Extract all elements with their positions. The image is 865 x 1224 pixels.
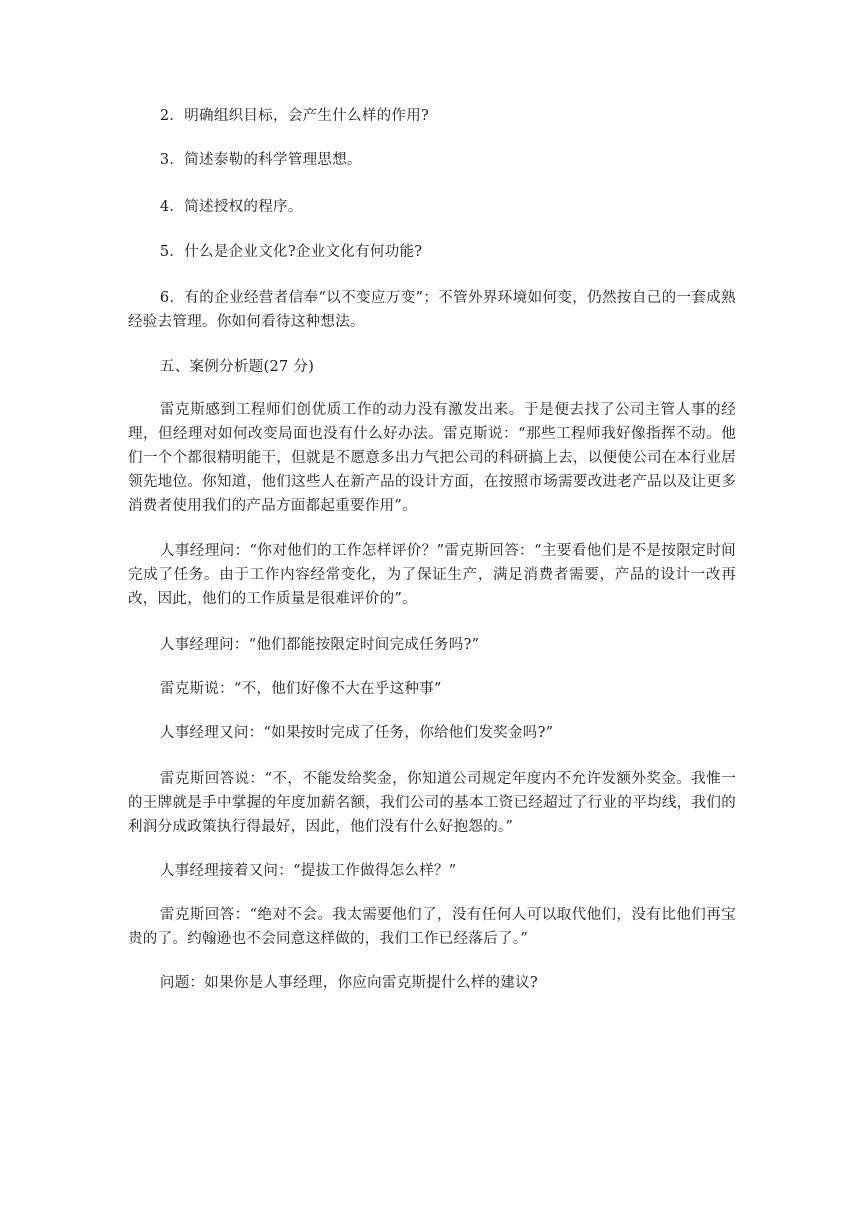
section-heading: 五、案例分析题(27 分) — [159, 359, 315, 375]
case-paragraph-3: 人事经理问：“他们都能按限定时间完成任务吗?” — [159, 637, 480, 653]
question-6: 6．有的企业经营者信奉“以不变应万变”；不管外界环境如何变，仍然按自己的一套成熟经验去管理。你如何看待这种想法。 — [128, 290, 736, 330]
case-paragraph-2: 人事经理问：“你对他们的工作怎样评价？”雷克斯回答：“主要看他们是不是按限定时间完成了任务。由于工作内容经常变化，为了保证生产，满足消费者需要，产品的设计一改再改，因此，他们的工作质量是很难评价的”。 — [128, 543, 736, 607]
case-paragraph-7: 人事经理接着又问：“提拔工作做得怎么样？” — [159, 863, 457, 879]
case-paragraph-6: 雷克斯回答说：“不，不能发给奖金，你知道公司规定年度内不允许发额外奖金。我惟一的王牌就是手中掌握的年度加薪名额，我们公司的基本工资已经超过了行业的平均线，我们的利润分成政策执行得最好，因此，他们没有什么好抱怨的。” — [128, 771, 736, 835]
question-3: 3．简述泰勒的科学管理思想。 — [159, 152, 362, 168]
case-paragraph-5: 人事经理又问：“如果按时完成了任务，你给他们发奖金吗?” — [159, 725, 554, 741]
case-paragraph-1: 雷克斯感到工程师们创优质工作的动力没有激发出来。于是便去找了公司主管人事的经理，但经理对如何改变局面也没有什么好办法。雷克斯说：“那些工程师我好像指挥不动。他们一个个都很精明能干，但就是不愿意多出力气把公司的科研搞上去，以便使公司在本行业居领先地位。你知道，他们这些人在新产品的设计方面，在按照市场需要改进老产品以及让更多消费者使用我们的产品方面都起重要作用”。 — [128, 402, 736, 514]
question-2: 2．明确组织目标，会产生什么样的作用? — [159, 108, 430, 124]
case-paragraph-8: 雷克斯回答：“绝对不会。我太需要他们了，没有任何人可以取代他们，没有比他们再宝贵的了。约翰逊也不会同意这样做的，我们工作已经落后了。” — [128, 907, 736, 947]
question-5: 5．什么是企业文化?企业文化有何功能? — [159, 244, 423, 260]
case-paragraph-4: 雷克斯说：“不，他们好像不大在乎这种事” — [159, 681, 442, 697]
question-4: 4．简述授权的程序。 — [159, 199, 303, 215]
case-question: 问题：如果你是人事经理，你应向雷克斯提什么样的建议? — [159, 975, 538, 991]
